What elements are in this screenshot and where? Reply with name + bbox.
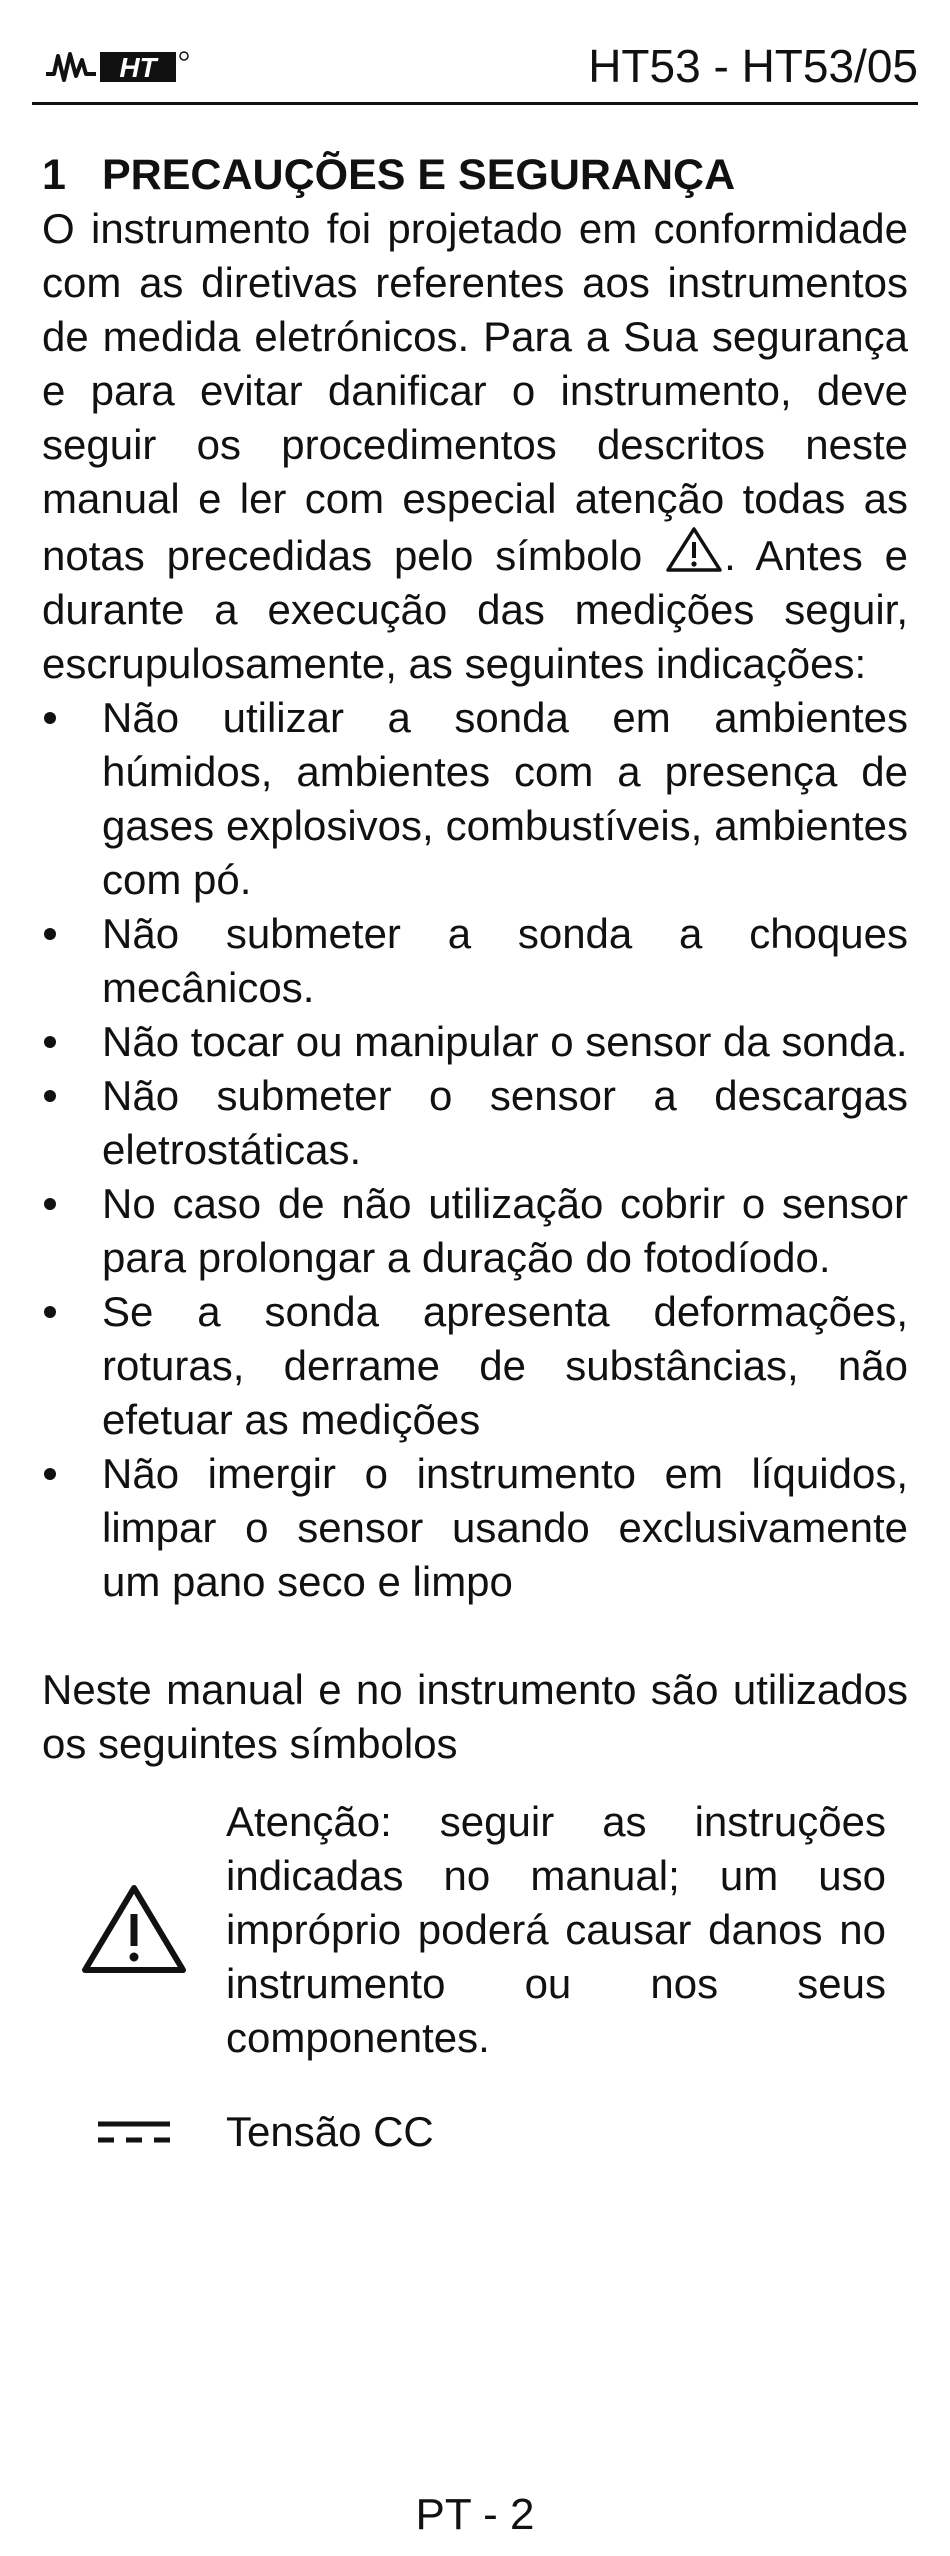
page-number: PT - 2	[415, 2490, 535, 2539]
bullet-icon	[44, 712, 56, 724]
precautions-list	[42, 691, 908, 1609]
list-item-text: Não tocar ou manipular o sensor da sonda.	[102, 1018, 908, 1065]
symbol-description: Tensão CC	[226, 2108, 434, 2155]
page-content	[42, 148, 908, 2159]
bullet-icon	[44, 1036, 56, 1048]
symbol-row-warning	[42, 1795, 908, 2065]
symbols-intro: Neste manual e no instrumento são utilizados os seguintes símbolos	[42, 1666, 908, 1767]
section-number: 1	[42, 151, 66, 199]
list-item-text: Não submeter o sensor a descargas eletrostáticas.	[102, 1072, 908, 1173]
bullet-icon	[44, 928, 56, 940]
list-item	[42, 1015, 908, 1069]
section-heading	[42, 148, 908, 202]
bullet-icon	[44, 1468, 56, 1480]
spacer	[42, 1609, 908, 1663]
ht-logo	[44, 46, 194, 86]
bullet-icon	[44, 1306, 56, 1318]
symbol-row-dc	[42, 2105, 908, 2159]
document-code: HT53 - HT53/05	[588, 40, 918, 92]
page-header	[32, 38, 918, 105]
logo-text: HT	[119, 52, 157, 83]
list-item	[42, 907, 908, 1015]
bullet-icon	[44, 1198, 56, 1210]
list-item	[42, 1069, 908, 1177]
list-item-text: Não utilizar a sonda em ambientes húmidos, ambientes com a presença de gases explosivos, combustíveis, ambientes com pó.	[102, 694, 908, 903]
intro-paragraph	[42, 202, 908, 691]
dc-voltage-icon	[94, 2112, 174, 2152]
list-item-text: No caso de não utilização cobrir o sensor para prolongar a duração do fotodíodo.	[102, 1180, 908, 1281]
intro-text-after-symbol: . Antes e durante a execução das medições seguir, escrupulosamente, as seguintes indicações:	[42, 532, 908, 687]
list-item	[42, 1177, 908, 1285]
list-item	[42, 691, 908, 907]
list-item	[42, 1285, 908, 1447]
section-title: PRECAUÇÕES E SEGURANÇA	[102, 151, 736, 199]
warning-triangle-icon	[79, 1882, 189, 1978]
warning-triangle-icon	[664, 526, 724, 574]
intro-text-before-symbol: O instrumento foi projetado em conformidade com as diretivas referentes aos instrumentos de medida eletrónicos. Para a Sua segurança e para evitar danificar o instrumento, deve seguir os procedimentos descritos neste manual e ler com especial atenção todas as notas precedidas pelo símbolo	[42, 205, 908, 579]
symbols-list	[42, 1795, 908, 2159]
list-item-text: Se a sonda apresenta deformações, roturas, derrame de substâncias, não efetuar as medições	[102, 1288, 908, 1443]
bullet-icon	[44, 1090, 56, 1102]
list-item	[42, 1447, 908, 1609]
list-item-text: Não submeter a sonda a choques mecânicos.	[102, 910, 908, 1011]
list-item-text: Não imergir o instrumento em líquidos, limpar o sensor usando exclusivamente um pano seco e limpo	[102, 1450, 908, 1605]
symbol-description: Atenção: seguir as instruções indicadas no manual; um uso impróprio poderá causar danos no instrumento ou nos seus componentes.	[226, 1798, 886, 2061]
